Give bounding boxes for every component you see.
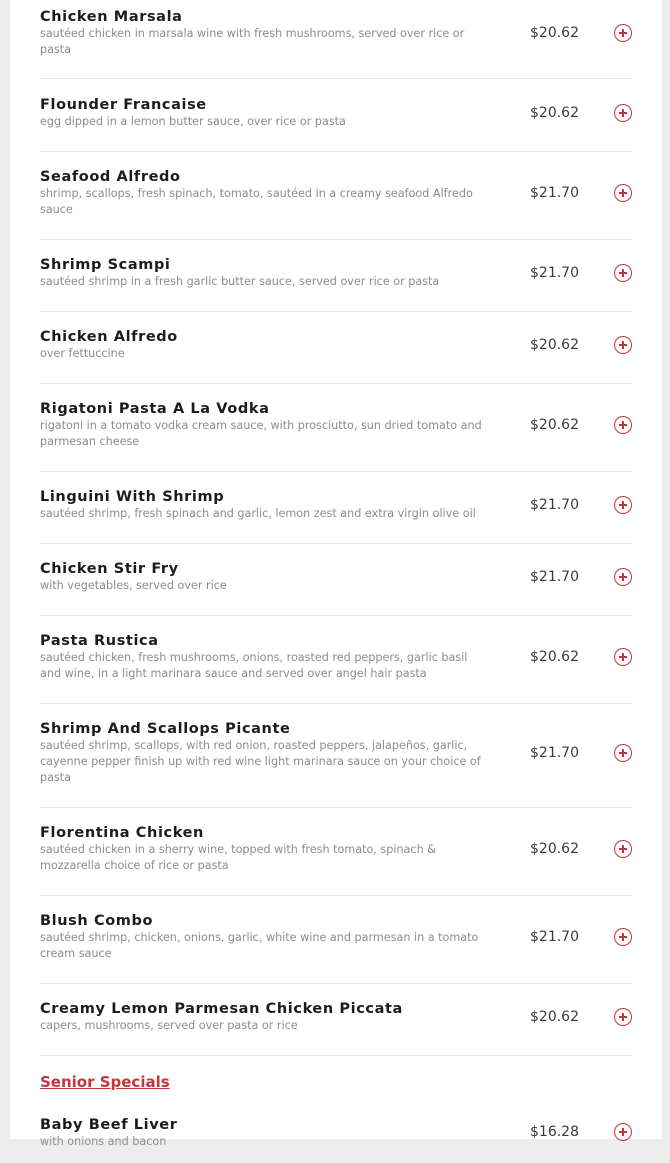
menu-item[interactable] [40, 0, 632, 79]
item-name: Pasta Rustica [40, 633, 159, 649]
menu-item[interactable] [40, 615, 632, 704]
item-name: Baby Beef Liver [40, 1117, 178, 1133]
item-name: Rigatoni Pasta A La Vodka [40, 401, 270, 417]
add-to-cart-button[interactable] [614, 184, 632, 202]
add-to-cart-button[interactable] [614, 24, 632, 42]
item-name: Florentina Chicken [40, 825, 204, 841]
item-description: with vegetables, served over rice [40, 579, 227, 592]
menu-item[interactable] [40, 471, 632, 544]
menu-item[interactable] [40, 79, 632, 152]
add-to-cart-button[interactable] [614, 744, 632, 762]
item-price: $21.70 [530, 265, 579, 281]
item-name: Chicken Stir Fry [40, 561, 179, 577]
item-price: $21.70 [530, 745, 579, 761]
menu-item[interactable] [40, 1103, 632, 1163]
item-description: shrimp, scallops, fresh spinach, tomato, sautéed in a creamy seafood Alfredo sauce [40, 187, 473, 216]
add-to-cart-button[interactable] [614, 336, 632, 354]
item-description: sautéed chicken in marsala wine with fresh mushrooms, served over rice or pasta [40, 27, 465, 56]
item-name: Creamy Lemon Parmesan Chicken Piccata [40, 1001, 403, 1017]
item-description: sautéed shrimp, fresh spinach and garlic, lemon zest and extra virgin olive oil [40, 507, 476, 520]
item-description: sautéed chicken, fresh mushrooms, onions, roasted red peppers, garlic basil and wine, in a light marinara sauce and served over angel hair pasta [40, 651, 468, 680]
add-to-cart-button[interactable] [614, 1123, 632, 1141]
menu-item[interactable] [40, 983, 632, 1056]
add-to-cart-button[interactable] [614, 648, 632, 666]
item-name: Seafood Alfredo [40, 169, 181, 185]
item-name: Chicken Marsala [40, 9, 183, 25]
item-description: sautéed shrimp, scallops, with red onion, roasted peppers, jalapeños, garlic, cayenne pepper finish up with red wine light marinara sauce on your choice of pasta [40, 739, 481, 784]
add-to-cart-button[interactable] [614, 496, 632, 514]
section-title-senior-specials[interactable]: Senior Specials [40, 1073, 170, 1091]
item-price: $20.62 [530, 417, 579, 433]
menu-item[interactable] [40, 807, 632, 896]
item-description: over fettuccine [40, 347, 125, 360]
item-description: rigatoni in a tomato vodka cream sauce, with prosciutto, sun dried tomato and parmesan cheese [40, 419, 482, 448]
menu-item[interactable] [40, 383, 632, 472]
item-price: $20.62 [530, 337, 579, 353]
add-to-cart-button[interactable] [614, 840, 632, 858]
item-name: Flounder Francaise [40, 97, 207, 113]
item-name: Shrimp Scampi [40, 257, 171, 273]
menu-item[interactable] [40, 151, 632, 240]
item-price: $21.70 [530, 569, 579, 585]
menu-item[interactable] [40, 703, 632, 808]
item-description: egg dipped in a lemon butter sauce, over rice or pasta [40, 115, 346, 128]
item-price: $21.70 [530, 929, 579, 945]
add-to-cart-button[interactable] [614, 416, 632, 434]
item-description: capers, mushrooms, served over pasta or rice [40, 1019, 298, 1032]
menu-item[interactable] [40, 311, 632, 384]
item-name: Linguini With Shrimp [40, 489, 225, 505]
add-to-cart-button[interactable] [614, 264, 632, 282]
item-description: sautéed shrimp in a fresh garlic butter sauce, served over rice or pasta [40, 275, 440, 288]
menu-item[interactable] [40, 239, 632, 312]
item-name: Chicken Alfredo [40, 329, 178, 345]
item-description: sautéed chicken in a sherry wine, topped with fresh tomato, spinach & mozzarella choice of rice or pasta [40, 843, 436, 872]
item-price: $20.62 [530, 105, 579, 121]
add-to-cart-button[interactable] [614, 568, 632, 586]
item-name: Shrimp And Scallops Picante [40, 721, 291, 737]
menu-item[interactable] [40, 543, 632, 616]
item-price: $21.70 [530, 497, 579, 513]
menu-page [10, 0, 662, 1148]
add-to-cart-button[interactable] [614, 1008, 632, 1026]
item-description: with onions and bacon [40, 1135, 167, 1148]
item-name: Blush Combo [40, 913, 153, 929]
menu-item[interactable] [40, 895, 632, 984]
item-price: $20.62 [530, 649, 579, 665]
item-price: $16.28 [530, 1124, 579, 1140]
add-to-cart-button[interactable] [614, 928, 632, 946]
item-price: $21.70 [530, 185, 579, 201]
item-description: sautéed shrimp, chicken, onions, garlic, white wine and parmesan in a tomato cream sauce [40, 931, 479, 960]
item-price: $20.62 [530, 25, 579, 41]
item-price: $20.62 [530, 1009, 579, 1025]
add-to-cart-button[interactable] [614, 104, 632, 122]
item-price: $20.62 [530, 841, 579, 857]
